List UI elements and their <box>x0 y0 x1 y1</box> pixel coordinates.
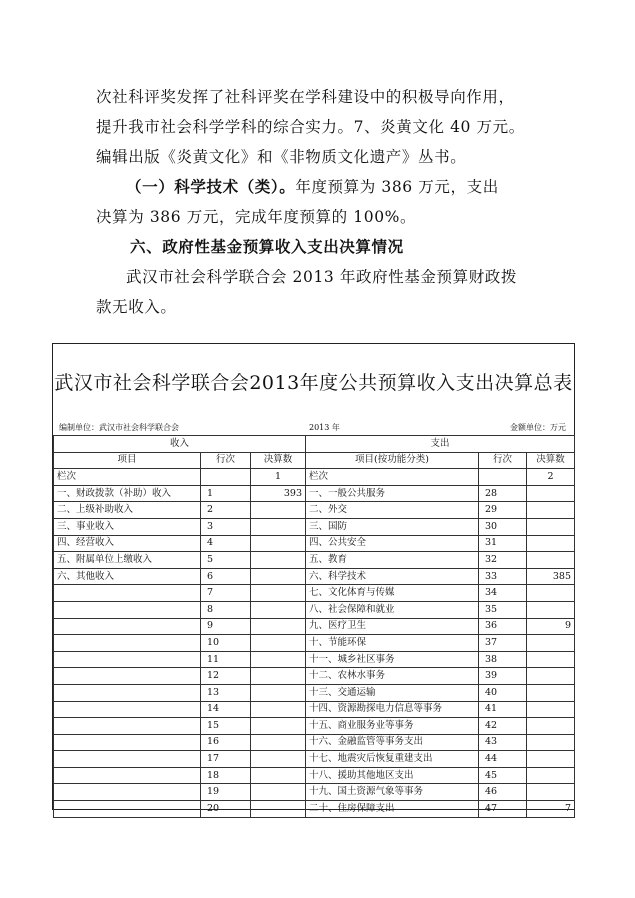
expense-amount-cell <box>527 684 575 701</box>
col-item-func-header: 项目(按功能分类) <box>306 452 479 469</box>
lanci-empty-cell-2 <box>479 469 527 486</box>
paragraph-2-line-2: 决算为 386 万元，完成年度预算的 100%。 <box>96 208 417 226</box>
paragraph-3 <box>96 262 566 322</box>
income-row-no-cell: 10 <box>201 635 251 652</box>
income-amount-cell <box>251 668 306 685</box>
table-row <box>54 767 575 784</box>
income-item-cell <box>54 767 201 784</box>
col-item-header: 项目 <box>54 452 201 469</box>
table-row <box>54 635 575 652</box>
science-category-heading: （一）科学技术（类）。 <box>126 177 296 196</box>
expense-row-no-cell: 36 <box>479 618 527 635</box>
paragraph-1-line-2: 提升我市社会科学学科的综合实力。7、炎黄文化 40 万元。 <box>96 118 525 136</box>
expense-amount-cell: 9 <box>527 618 575 635</box>
expense-item-cell: 五、教育 <box>306 552 479 569</box>
expense-item-cell: 一、一般公共服务 <box>306 485 479 502</box>
income-amount-cell <box>251 684 306 701</box>
table-row <box>54 601 575 618</box>
expense-row-no-cell: 46 <box>479 784 527 801</box>
income-item-cell: 四、经营收入 <box>54 535 201 552</box>
expense-row-no-cell: 29 <box>479 502 527 519</box>
table-row <box>54 701 575 718</box>
expense-amount-cell <box>527 601 575 618</box>
income-row-no-cell: 18 <box>201 767 251 784</box>
expense-row-no-cell: 31 <box>479 535 527 552</box>
expense-header: 支出 <box>306 436 575 453</box>
paragraph-2 <box>96 172 566 232</box>
lanci-expense-no: 2 <box>527 469 575 486</box>
income-amount-cell <box>251 585 306 602</box>
expense-row-no-cell: 41 <box>479 701 527 718</box>
expense-row-no-cell: 40 <box>479 684 527 701</box>
income-amount-cell <box>251 618 306 635</box>
col-row-header: 行次 <box>201 452 251 469</box>
expense-item-cell: 十九、国土资源气象等事务 <box>306 784 479 801</box>
expense-amount-cell <box>527 585 575 602</box>
income-item-cell: 三、事业收入 <box>54 518 201 535</box>
income-row-no-cell: 7 <box>201 585 251 602</box>
income-amount-cell <box>251 518 306 535</box>
expense-item-cell: 十三、交通运输 <box>306 684 479 701</box>
section-heading: 六、政府性基金预算收入支出决算情况 <box>130 237 404 256</box>
income-row-no-cell: 20 <box>201 801 251 818</box>
table-row <box>54 668 575 685</box>
income-amount-cell <box>251 601 306 618</box>
budget-table-frame <box>52 343 575 814</box>
income-row-no-cell: 2 <box>201 502 251 519</box>
paragraph-1-line-3: 编辑出版《炎黄文化》和《非物质文化遗产》丛书。 <box>96 148 467 166</box>
expense-item-cell: 七、文化体育与传媒 <box>306 585 479 602</box>
table-row <box>54 718 575 735</box>
income-header: 收入 <box>54 436 306 453</box>
expense-item-cell: 十四、资源勘探电力信息等事务 <box>306 701 479 718</box>
income-amount-cell <box>251 651 306 668</box>
income-row-no-cell: 19 <box>201 784 251 801</box>
income-item-cell <box>54 701 201 718</box>
expense-item-cell: 三、国防 <box>306 518 479 535</box>
income-item-cell <box>54 718 201 735</box>
expense-item-cell: 十五、商业服务业等事务 <box>306 718 479 735</box>
income-amount-cell <box>251 502 306 519</box>
income-row-no-cell: 14 <box>201 701 251 718</box>
table-column-header-row <box>54 452 575 469</box>
org-label: 编制单位：武汉市社会科学联合会 <box>59 423 179 432</box>
income-item-cell <box>54 684 201 701</box>
lanci-expense-label: 栏次 <box>306 469 479 486</box>
expense-row-no-cell: 35 <box>479 601 527 618</box>
income-amount-cell <box>251 718 306 735</box>
expense-amount-cell <box>527 518 575 535</box>
income-item-cell <box>54 585 201 602</box>
income-row-no-cell: 5 <box>201 552 251 569</box>
expense-row-no-cell: 32 <box>479 552 527 569</box>
lanci-income-label: 栏次 <box>54 469 201 486</box>
income-row-no-cell: 13 <box>201 684 251 701</box>
income-row-no-cell: 8 <box>201 601 251 618</box>
expense-row-no-cell: 44 <box>479 751 527 768</box>
income-item-cell: 一、财政拨款（补助）收入 <box>54 485 201 502</box>
income-item-cell <box>54 801 201 818</box>
paragraph-1 <box>96 82 566 172</box>
income-amount-cell <box>251 767 306 784</box>
expense-amount-cell <box>527 502 575 519</box>
income-item-cell <box>54 784 201 801</box>
paragraph-2-line-1 <box>96 172 566 202</box>
income-amount-cell <box>251 535 306 552</box>
expense-item-cell: 十六、金融监管等事务支出 <box>306 734 479 751</box>
expense-item-cell: 九、医疗卫生 <box>306 618 479 635</box>
income-row-no-cell: 11 <box>201 651 251 668</box>
expense-row-no-cell: 42 <box>479 718 527 735</box>
lanci-empty-cell <box>201 469 251 486</box>
income-amount-cell <box>251 801 306 818</box>
expense-amount-cell <box>527 651 575 668</box>
expense-row-no-cell: 47 <box>479 801 527 818</box>
expense-amount-cell <box>527 784 575 801</box>
expense-row-no-cell: 38 <box>479 651 527 668</box>
table-row <box>54 618 575 635</box>
table-row <box>54 518 575 535</box>
paragraph-3-line-1: 武汉市社会科学联合会 2013 年政府性基金预算财政拨 <box>126 268 518 286</box>
table-row <box>54 485 575 502</box>
income-item-cell: 五、附属单位上缴收入 <box>54 552 201 569</box>
expense-item-cell: 十一、城乡社区事务 <box>306 651 479 668</box>
table-row <box>54 568 575 585</box>
expense-amount-cell <box>527 751 575 768</box>
expense-item-cell: 四、公共安全 <box>306 535 479 552</box>
expense-amount-cell <box>527 668 575 685</box>
expense-amount-cell: 385 <box>527 568 575 585</box>
expense-amount-cell <box>527 701 575 718</box>
expense-item-cell: 八、社会保障和就业 <box>306 601 479 618</box>
income-amount-cell <box>251 635 306 652</box>
expense-item-cell: 二、外交 <box>306 502 479 519</box>
expense-row-no-cell: 43 <box>479 734 527 751</box>
income-amount-cell <box>251 751 306 768</box>
lanci-income-no: 1 <box>251 469 306 486</box>
income-item-cell <box>54 601 201 618</box>
income-row-no-cell: 1 <box>201 485 251 502</box>
income-amount-cell <box>251 552 306 569</box>
expense-amount-cell <box>527 485 575 502</box>
expense-item-cell: 十七、地震灾后恢复重建支出 <box>306 751 479 768</box>
expense-amount-cell <box>527 734 575 751</box>
expense-amount-cell: 7 <box>527 801 575 818</box>
table-title: 武汉市社会科学联合会2013年度公共预算收入支出决算总表 <box>54 372 573 394</box>
income-item-cell <box>54 751 201 768</box>
income-row-no-cell: 6 <box>201 568 251 585</box>
table-row <box>54 751 575 768</box>
income-item-cell <box>54 635 201 652</box>
unit-label: 金额单位：万元 <box>510 423 566 432</box>
expense-item-cell: 十二、农林水事务 <box>306 668 479 685</box>
table-row <box>54 784 575 801</box>
expense-row-no-cell: 39 <box>479 668 527 685</box>
income-item-cell: 二、上级补助收入 <box>54 502 201 519</box>
income-amount-cell <box>251 784 306 801</box>
table-row <box>54 734 575 751</box>
income-amount-cell <box>251 701 306 718</box>
income-row-no-cell: 3 <box>201 518 251 535</box>
year-label: 2013 年 <box>309 423 340 432</box>
income-item-cell <box>54 618 201 635</box>
income-amount-cell <box>251 568 306 585</box>
table-row <box>54 801 575 818</box>
expense-item-cell: 十、节能环保 <box>306 635 479 652</box>
income-row-no-cell: 12 <box>201 668 251 685</box>
income-row-no-cell: 9 <box>201 618 251 635</box>
table-row <box>54 585 575 602</box>
col-row2-header: 行次 <box>479 452 527 469</box>
expense-row-no-cell: 28 <box>479 485 527 502</box>
expense-row-no-cell: 30 <box>479 518 527 535</box>
table-row <box>54 651 575 668</box>
income-row-no-cell: 4 <box>201 535 251 552</box>
expense-amount-cell <box>527 767 575 784</box>
expense-item-cell: 六、科学技术 <box>306 568 479 585</box>
paragraph-3-line-2: 款无收入。 <box>96 298 177 316</box>
expense-amount-cell <box>527 635 575 652</box>
table-row <box>54 502 575 519</box>
income-item-cell <box>54 734 201 751</box>
col-amount-header: 决算数 <box>251 452 306 469</box>
table-lanci-row <box>54 469 575 486</box>
income-row-no-cell: 17 <box>201 751 251 768</box>
col-amount2-header: 决算数 <box>527 452 575 469</box>
expense-row-no-cell: 45 <box>479 767 527 784</box>
income-row-no-cell: 15 <box>201 718 251 735</box>
income-item-cell: 六、其他收入 <box>54 568 201 585</box>
table-row <box>54 684 575 701</box>
income-amount-cell <box>251 734 306 751</box>
table-row <box>54 552 575 569</box>
budget-table <box>53 435 575 818</box>
expense-item-cell: 二十、住房保障支出 <box>306 801 479 818</box>
table-section-header-row <box>54 436 575 453</box>
expense-amount-cell <box>527 535 575 552</box>
expense-amount-cell <box>527 552 575 569</box>
expense-row-no-cell: 33 <box>479 568 527 585</box>
paragraph-2-line-1-rest: 年度预算为 386 万元，支出 <box>295 178 499 196</box>
table-row <box>54 535 575 552</box>
expense-row-no-cell: 34 <box>479 585 527 602</box>
income-item-cell <box>54 651 201 668</box>
income-item-cell <box>54 668 201 685</box>
expense-amount-cell <box>527 718 575 735</box>
expense-row-no-cell: 37 <box>479 635 527 652</box>
expense-item-cell: 十八、援助其他地区支出 <box>306 767 479 784</box>
income-row-no-cell: 16 <box>201 734 251 751</box>
income-amount-cell: 393 <box>251 485 306 502</box>
paragraph-1-line-1: 次社科评奖发挥了社科评奖在学科建设中的积极导向作用， <box>96 88 515 106</box>
